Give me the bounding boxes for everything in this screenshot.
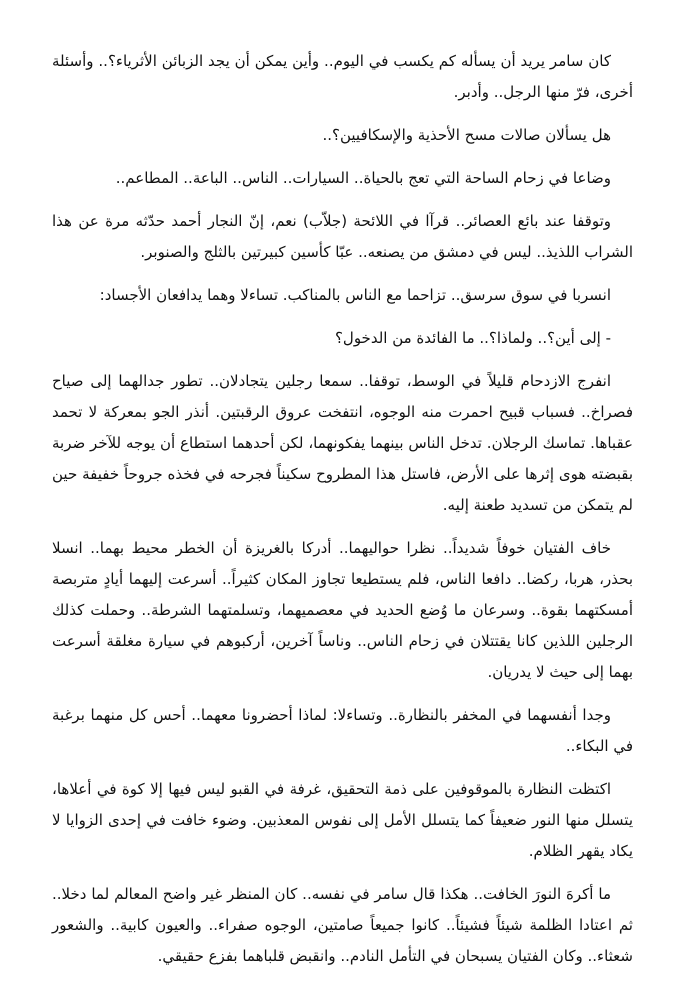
paragraph: خاف الفتيان خوفاً شديداً.. نظرا حواليهما.. أدركا بالغريزة أن الخطر محيط بهما.. انسلا بحذر، هربا، ركضا.. دافعا الناس، فلم يستطيعا تجاوز المكان كثيراً.. أسرعت إليهما أيادٍ متربصة أمسكتهما بقوة.. وسرعان ما وُضع الحديد في معصميهما، وتسلمتهما الشرطة.. وحملت كذلك الرجلين اللذين كانا يقتتلان في زحام الناس.. وناساً آخرين، أركبوهم في سيارة مغلقة أسرعت بهما إلى حيث لا يدريان.	[52, 539, 633, 681]
paragraph: وتوقفا عند بائع العصائر.. قرآا في اللائحة (جلاّب) نعم، إنّ النجار أحمد حدّثه مرة عن هذا الشراب اللذيذ.. ليس في دمشق من يصنعه.. عبّا كأسين كبيرتين بالثلج والصنوبر.	[52, 212, 633, 261]
paragraph: انسربا في سوق سرسق.. تزاحما مع الناس بالمناكب. تساءلا وهما يدافعان الأجساد:	[99, 286, 611, 304]
paragraph: كان سامر يريد أن يسأله كم يكسب في اليوم.. وأين يمكن أن يجد الزبائن الأثرياء؟.. وأسئلة أخرى، فرّ منها الرجل.. وأدبر.	[52, 52, 633, 101]
dialogue-line: - إلى أين؟.. ولماذا؟.. ما الفائدة من الدخول؟	[334, 329, 611, 347]
paragraph: هل يسألان صالات مسح الأحذية والإسكافيين؟..	[322, 126, 611, 144]
paragraph: انفرج الازدحام قليلاً في الوسط، توقفا.. سمعا رجلين يتجادلان.. تطور جدالهما إلى صياح فصراخ.. فسباب قبيح احمرت منه الوجوه، انتفخت عروق الرقبتين. أنذر الجو بمعركة لا تحمد عقباها. تماسك الرجلان. تدخل الناس بينهما يفكونهما، لكن أحدهما استطاع أن يوجه للآخر ضربة بقبضته هوى إثرها على الأرض، فاستل هذا المطروح سكيناً فجرحه في فخذه جروحاً خفيفة حين لم يتمكن من تسديد طعنة إليه.	[52, 372, 633, 514]
paragraph: وضاعا في زحام الساحة التي تعج بالحياة.. السيارات.. الناس.. الباعة.. المطاعم..	[115, 169, 611, 187]
paragraph: اكتظت النظارة بالموقوفين على ذمة التحقيق، غرفة في القبو ليس فيها إلا كوة في أعلاها، يتسلل منها النور ضعيفاً كما يتسلل الأمل إلى نفوس المعذبين. وضوء خافت في إحدى الزوايا لا يكاد يقهر الظلام.	[52, 780, 633, 860]
paragraph: وجدا أنفسهما في المخفر بالنظارة.. وتساءلا: لماذا أحضرونا معهما.. أحس كل منهما برغبة في البكاء..	[52, 706, 633, 755]
document-page	[52, 46, 633, 984]
paragraph: ما أكرهَ النورَ الخافت.. هكذا قال سامر في نفسه.. كان المنظر غير واضح المعالم لما دخلا.. ثم اعتادا الظلمة شيئاً فشيئاً.. كانوا جميعاً صامتين، الوجوه صفراء.. والعيون كابية.. والشعور شعثاء.. وكان الفتيان يسبحان في التأمل النادم.. وانقبض قلباهما بفزع حقيقي.	[52, 885, 633, 965]
